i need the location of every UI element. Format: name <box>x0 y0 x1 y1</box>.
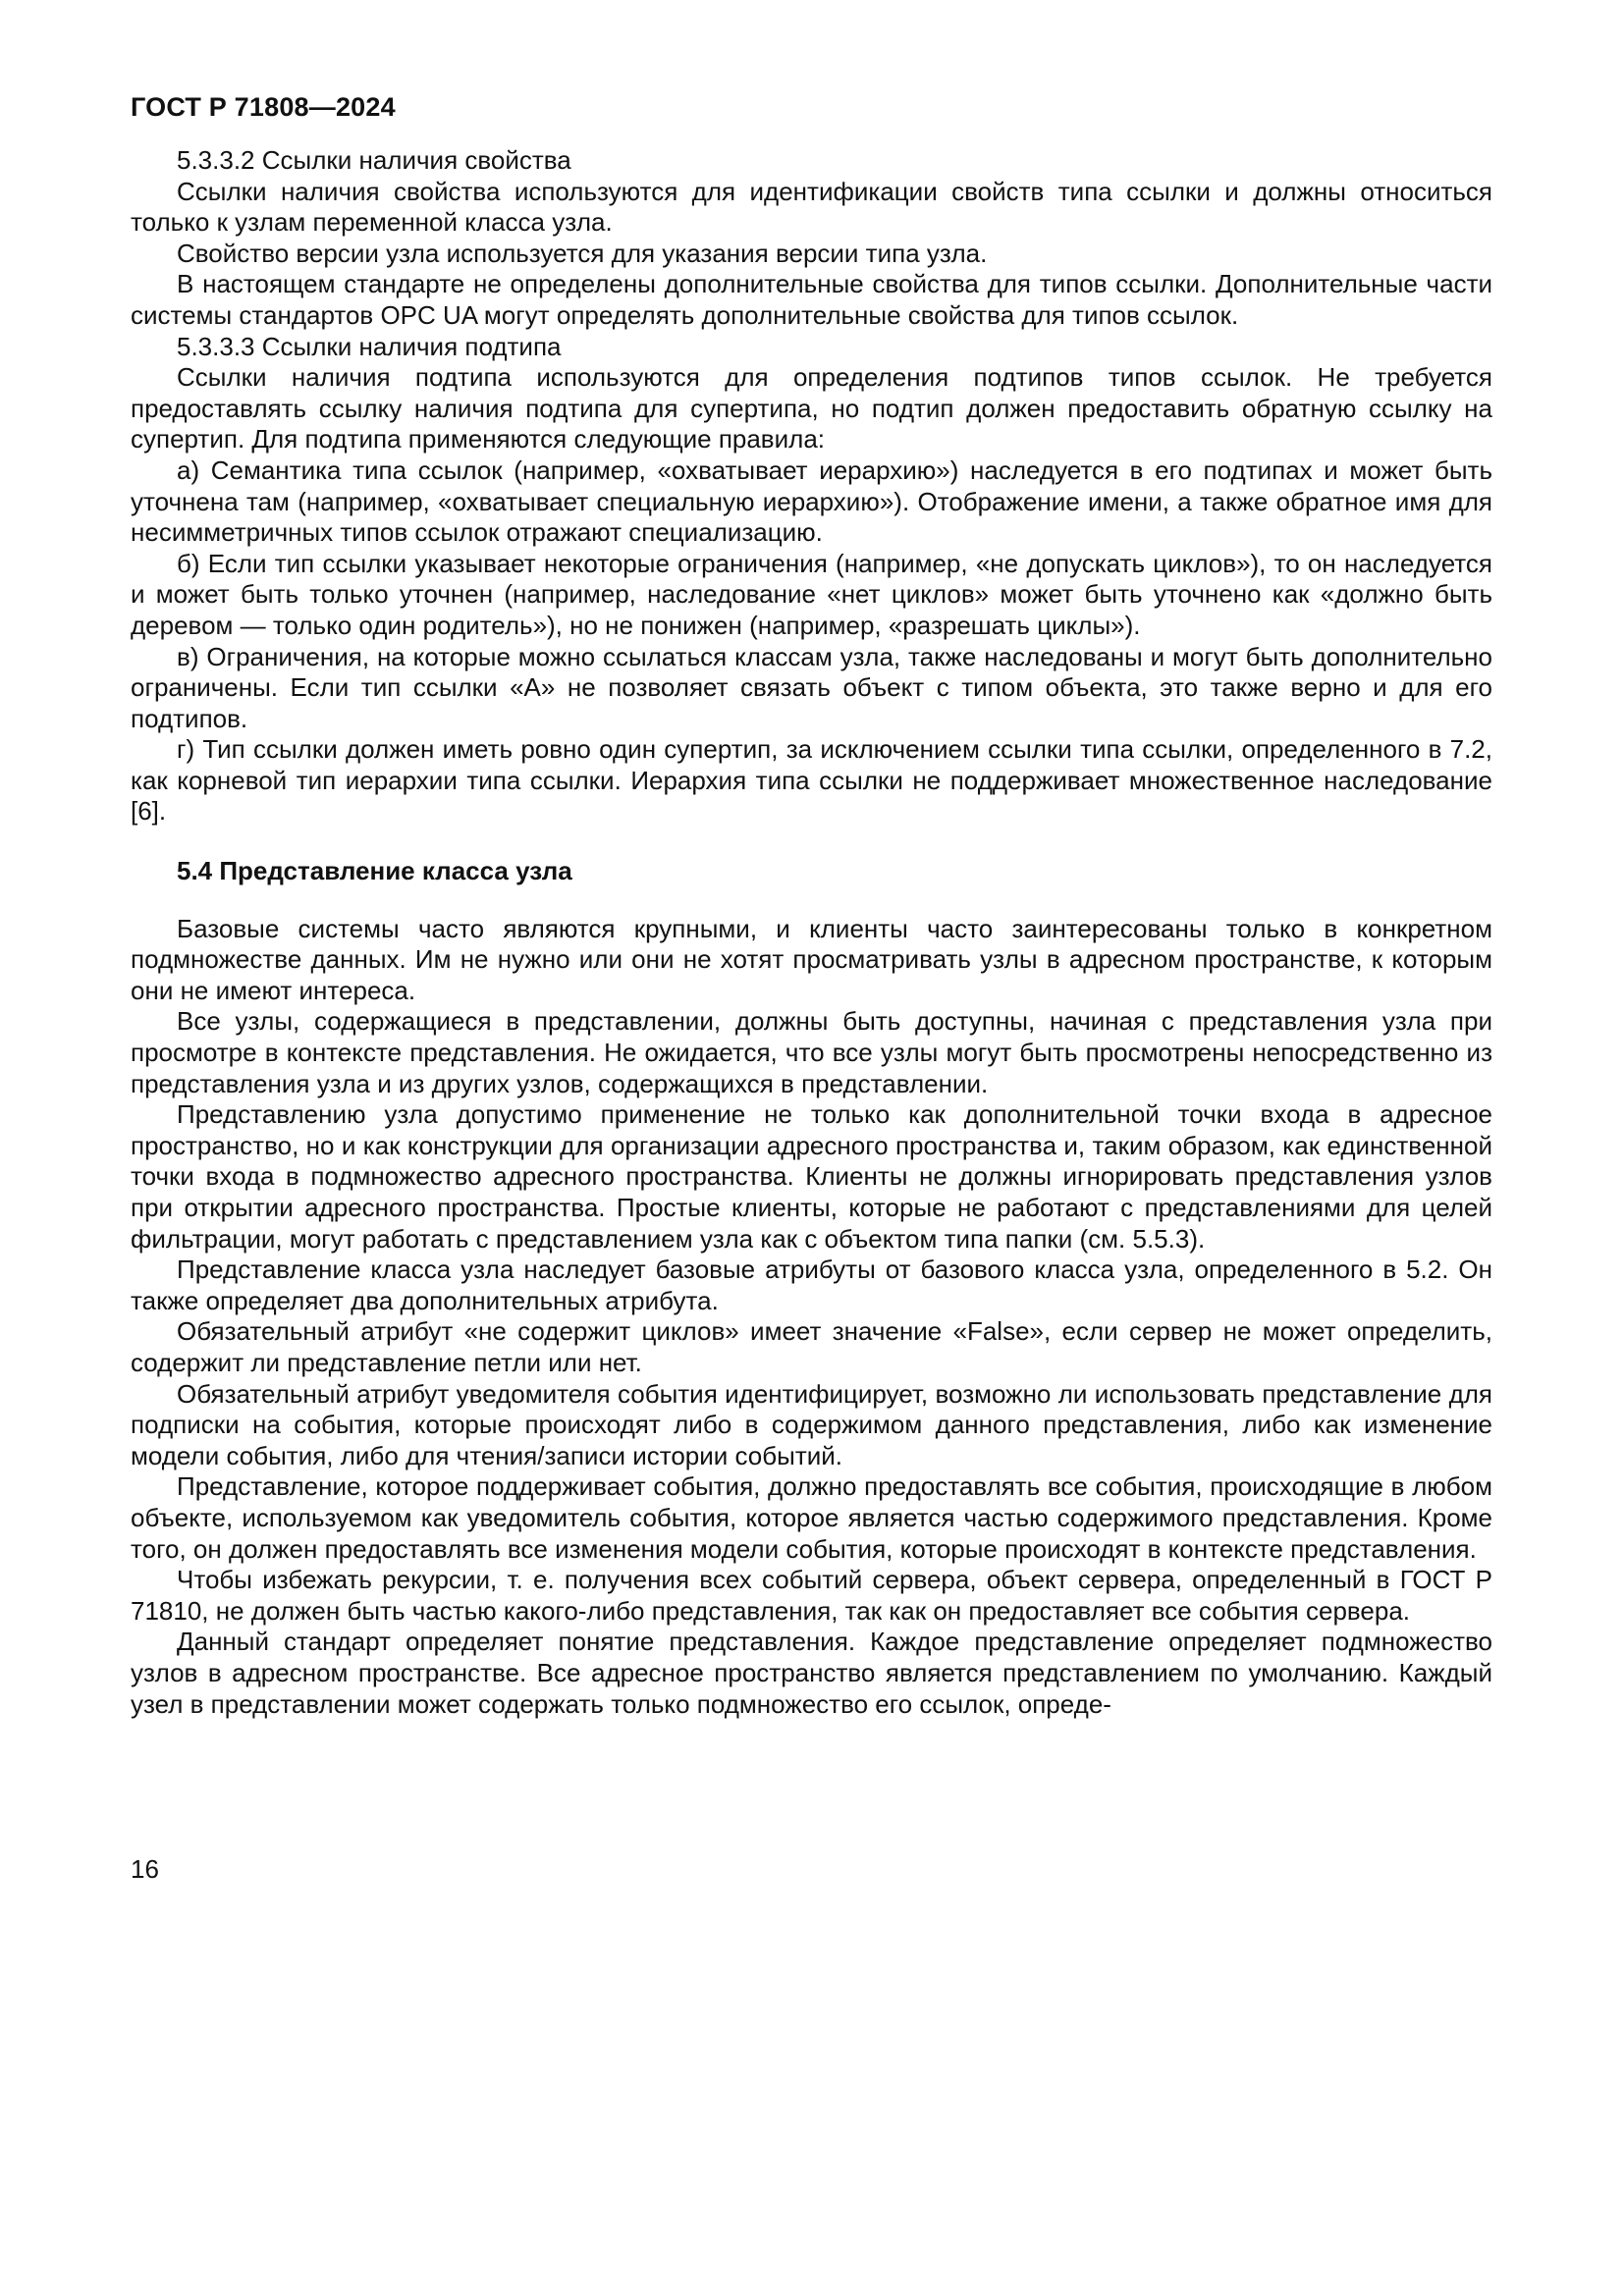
doc-number-header: ГОСТ Р 71808—2024 <box>131 92 396 122</box>
section-heading: 5.3.3.2 Ссылки наличия свойства <box>177 145 571 175</box>
section-heading: 5.4 Представление класса узла <box>177 856 572 886</box>
paragraph: г) Тип ссылки должен иметь ровно один супертип, за исключением ссылки типа ссылки, определенного в 7.2, как корневой тип иерархии типа ссылки. Иерархия типа ссылки не поддерживает множественное наследование [6]. <box>131 734 1492 827</box>
paragraph: Представление класса узла наследует базовые атрибуты от базового класса узла, определенного в 5.2. Он также определяет два дополнительных атрибута. <box>131 1255 1492 1315</box>
paragraph: Ссылки наличия свойства используются для идентификации свойств типа ссылки и должны относиться только к узлам переменной класса узла. <box>131 176 1492 238</box>
paragraph: а) Семантика типа ссылок (например, «охватывает иерархию») наследуется в его подтипах и может быть уточнена там (например, «охватывает специальную иерархию»). Отображение имени, а также обратное имя для несимметричных типов ссылок отражают специализацию. <box>131 454 1492 548</box>
paragraph: Все узлы, содержащиеся в представлении, должны быть доступны, начиная с представления узла при просмотре в контексте представления. Не ожидается, что все узлы могут быть просмотрены непосредственно из представления узла и из других узлов, содержащихся в представлении. <box>131 1006 1492 1098</box>
paragraph: Свойство версии узла используется для указания версии типа узла. <box>177 238 988 268</box>
paragraph: Представление, которое поддерживает события, должно предоставлять все события, происходящие в любом объекте, используемом как уведомитель события, которое является частью содержимого представления. Кроме того, он должен предоставлять все изменения модели события, которые происходят в контексте представления. <box>131 1471 1492 1564</box>
paragraph: В настоящем стандарте не определены дополнительные свойства для типов ссылки. Дополнительные части системы стандартов OPC UA могут определять дополнительные свойства для типов ссылок. <box>131 269 1492 330</box>
paragraph: Ссылки наличия подтипа используются для определения подтипов типов ссылок. Не требуется предоставлять ссылку наличия подтипа для супертипа, но подтип должен предоставить обратную ссылку на супертип. Для подтипа применяются следующие правила: <box>131 362 1492 454</box>
page-number: 16 <box>131 1854 159 1884</box>
paragraph: Базовые системы часто являются крупными, и клиенты часто заинтересованы только в конкретном подмножестве данных. Им не нужно или они не хотят просматривать узлы в адресном пространстве, к которым они не имеют интереса. <box>131 913 1492 1005</box>
paragraph: б) Если тип ссылки указывает некоторые ограничения (например, «не допускать циклов»), то он наследуется и может быть только уточнен (например, наследование «нет циклов» может быть уточнено как «должно быть деревом — только один родитель»), но не понижен (например, «разрешать циклы»). <box>131 548 1492 640</box>
paragraph: Представлению узла допустимо применение не только как дополнительной точки входа в адресное пространство, но и как конструкции для организации адресного пространства и, таким образом, как единственной точки входа в подмножество адресного пространства. Клиенты не должны игнорировать представления узлов при открытии адресного пространства. Простые клиенты, которые не работают с представлениями для целей фильтрации, могут работать с представлением узла как с объектом типа папки (см. 5.5.3). <box>131 1099 1492 1254</box>
paragraph: Обязательный атрибут уведомителя события идентифицирует, возможно ли использовать представление для подписки на события, которые происходят либо в содержимом данного представления, либо как изменение модели события, либо для чтения/записи истории событий. <box>131 1378 1492 1470</box>
paragraph: Данный стандарт определяет понятие представления. Каждое представление определяет подмножество узлов в адресном пространстве. Все адресное пространство является представлением по умолчанию. Каждый узел в представлении может содержать только подмножество его ссылок, опреде- <box>131 1627 1492 1719</box>
paragraph: в) Ограничения, на которые можно ссылаться классам узла, также наследованы и могут быть дополнительно ограничены. Если тип ссылки «А» не позволяет связать объект с типом объекта, это также верно и для его подтипов. <box>131 641 1492 733</box>
document-body <box>131 145 1492 1720</box>
section-heading: 5.3.3.3 Ссылки наличия подтипа <box>177 331 562 361</box>
paragraph: Обязательный атрибут «не содержит циклов» имеет значение «False», если сервер не может определить, содержит ли представление петли или нет. <box>131 1316 1492 1377</box>
paragraph: Чтобы избежать рекурсии, т. е. получения всех событий сервера, объект сервера, определенный в ГОСТ Р 71810, не должен быть частью какого-либо представления, так как он предоставляет все события сервера. <box>131 1565 1492 1626</box>
